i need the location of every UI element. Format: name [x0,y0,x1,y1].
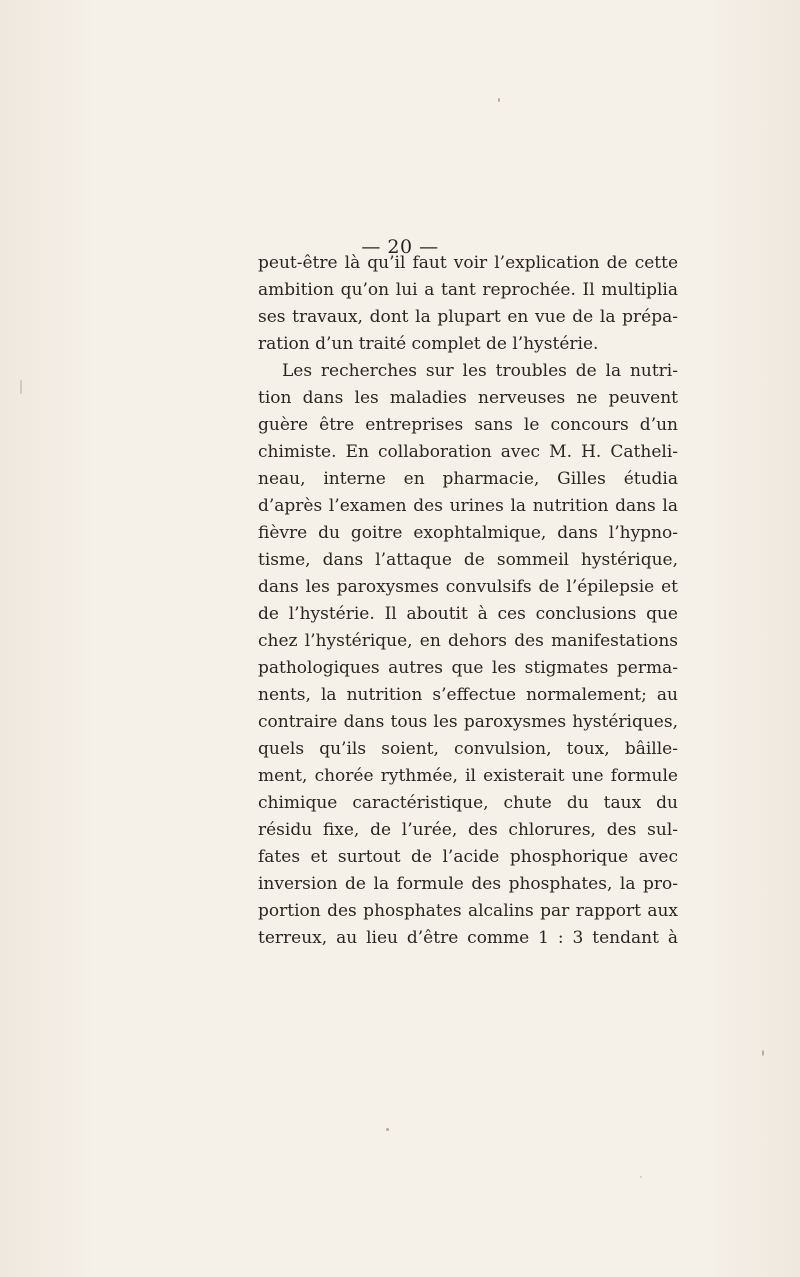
text-line: ment, chorée rythmée, il existerait une formule [258,766,678,786]
text-line: inversion de la formule des phosphates, la pro- [258,874,678,894]
text-line: chimique caractéristique, chute du taux du [258,793,678,813]
text-line: chimiste. En collaboration avec M. H. Catheli- [258,442,678,462]
text-line: de l’hystérie. Il aboutit à ces conclusions que [258,604,678,624]
text-line: résidu fixe, de l’urée, des chlorures, des sul- [258,820,678,840]
text-line: nents, la nutrition s’effectue normalement; au [258,685,678,705]
text-line: neau, interne en pharmacie, Gilles étudia [258,469,678,489]
text-line: fièvre du goitre exophtalmique, dans l’hypno- [258,523,678,543]
page-number: — 20 — [361,236,439,258]
text-line: dans les paroxysmes convulsifs de l’épilepsie et [258,577,678,597]
paper-speck [498,98,500,102]
paper-speck [386,1128,389,1131]
text-line: contraire dans tous les paroxysmes hystériques, [258,712,678,732]
paper-speck [640,1176,642,1178]
text-line: guère être entreprises sans le concours d’un [258,415,678,435]
text-line: ses travaux, dont la plupart en vue de la prépa- [258,307,678,327]
text-line: Les recherches sur les troubles de la nutri- [282,361,678,381]
text-line: tion dans les maladies nerveuses ne peuvent [258,388,678,408]
text-line: portion des phosphates alcalins par rapport aux [258,901,678,921]
text-line: pathologiques autres que les stigmates perma- [258,658,678,678]
text-line: terreux, au lieu d’être comme 1 : 3 tendant à [258,928,678,948]
text-line: ration d’un traité complet de l’hystérie. [258,334,599,354]
body-text [258,250,678,952]
text-line: fates et surtout de l’acide phosphorique avec [258,847,678,867]
text-line: chez l’hystérique, en dehors des manifestations [258,631,678,651]
text-line: quels qu’ils soient, convulsion, toux, bâille- [258,739,678,759]
paper-speck [762,1050,764,1056]
text-line: peut-être là qu’il faut voir l’explication de cette [258,253,678,273]
text-line: tisme, dans l’attaque de sommeil hystérique, [258,550,678,570]
text-line: ambition qu’on lui a tant reprochée. Il multiplia [258,280,678,300]
paper-speck [20,380,22,394]
text-line: d’après l’examen des urines la nutrition dans la [258,496,678,516]
